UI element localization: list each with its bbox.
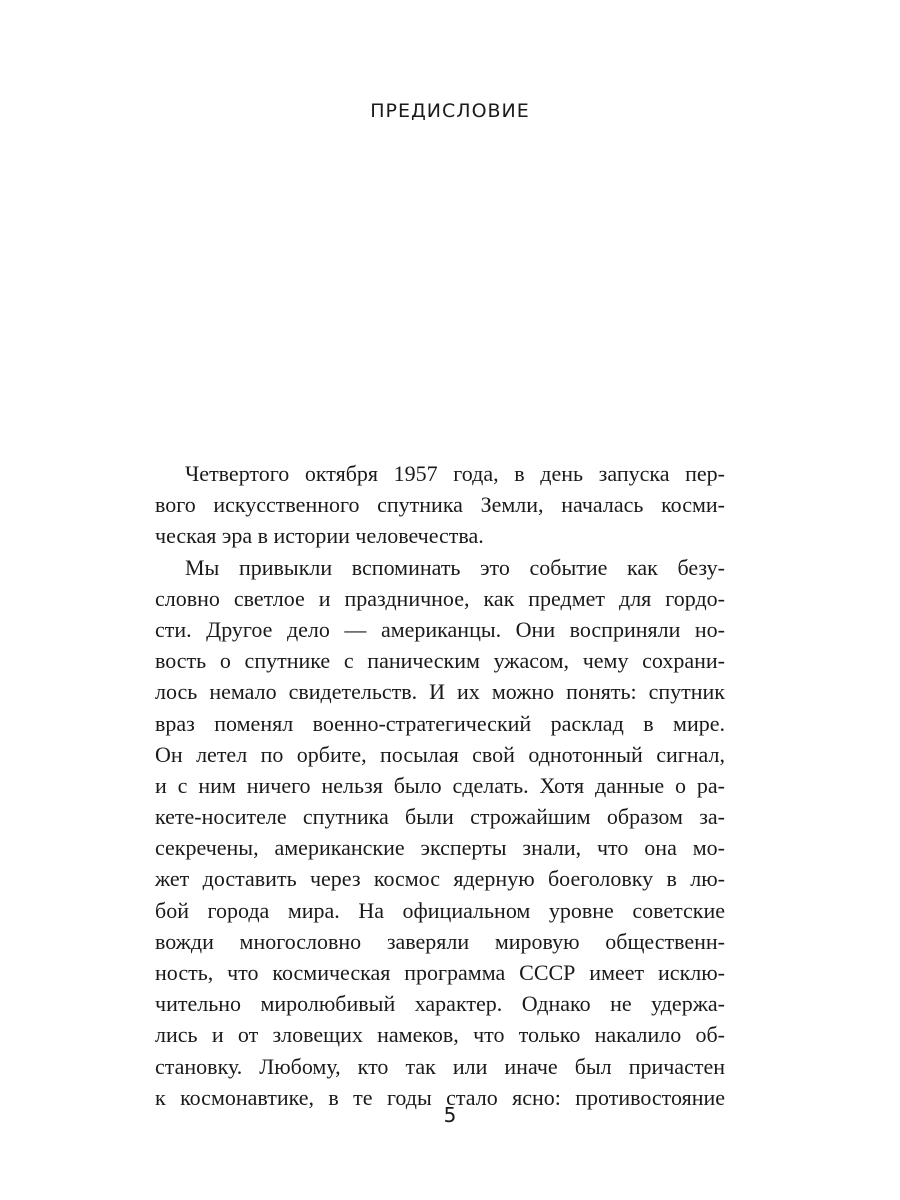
paragraph-2-line-11: жет доставить через космос ядерную боеголовку в лю- [155, 866, 725, 892]
paragraph-2-line-4: вость о спутнике с паническим ужасом, чему сохрани- [155, 648, 725, 674]
paragraph-2-line-17: становку. Любому, кто так или иначе был причастен [155, 1053, 725, 1079]
paragraph-2-line-8: и с ним ничего нельзя было сделать. Хотя данные о ра- [155, 772, 725, 798]
paragraph-1-line-1: Четвертого октября 1957 года, в день запуска пер- [185, 461, 725, 486]
paragraph-2-line-15: чительно миролюбивый характер. Однако не удержа- [155, 991, 725, 1017]
paragraph-2-line-6: враз поменял военно-стратегический расклад в мире. [155, 710, 725, 736]
chapter-title: ПРЕДИСЛОВИЕ [370, 100, 530, 122]
paragraph-2-line-14: ность, что космическая программа СССР имеет исклю- [155, 960, 725, 985]
paragraph-2-line-5: лось немало свидетельств. И их можно понять: спутник [155, 679, 725, 705]
paragraph-2-line-9: кете-носителе спутника были строжайшим образом за- [155, 804, 725, 830]
paragraph-2-line-16: лись и от зловещих намеков, что только накалило об- [155, 1022, 725, 1048]
paragraph-1-line-2: вого искусственного спутника Земли, началась косми- [155, 492, 725, 518]
paragraph-2-line-3: сти. Другое дело — американцы. Они восприняли но- [155, 616, 725, 642]
paragraph-2-line-10: секречены, американские эксперты знали, что она мо- [155, 835, 725, 861]
paragraph-2-line-1: Мы привыкли вспоминать это событие как безу- [185, 554, 725, 580]
paragraph-1-line-3: ческая эра в истории человечества. [155, 523, 484, 549]
paragraph-2-line-12: бой города мира. На официальном уровне советские [155, 897, 725, 923]
page-number: 5 [443, 1103, 457, 1127]
paragraph-2-line-13: вожди многословно заверяли мировую общественн- [155, 928, 725, 954]
paragraph-2-line-2: словно светлое и праздничное, как предмет для гордо- [155, 585, 725, 611]
paragraph-2-line-18: к космонавтике, в те годы стало ясно: противостояние [155, 1084, 725, 1110]
body-text [155, 458, 725, 1113]
paragraph-2-line-7: Он летел по орбите, посылая свой однотонный сигнал, [155, 741, 725, 767]
